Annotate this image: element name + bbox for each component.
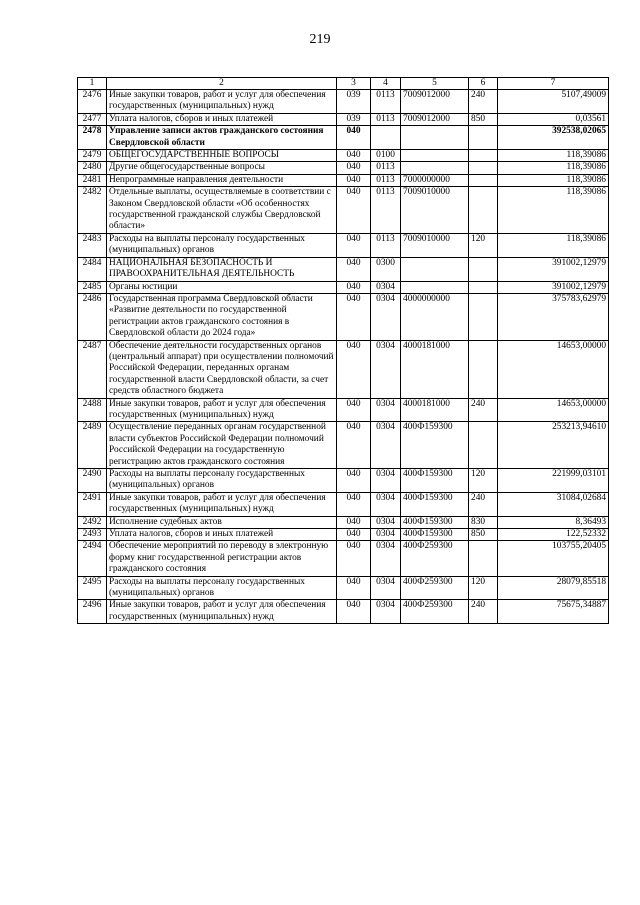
amount-cell: 14653,00000 xyxy=(498,340,609,398)
expense-type-code-cell: 240 xyxy=(469,398,498,422)
page-number: 219 xyxy=(309,32,331,47)
amount-cell: 392538,02065 xyxy=(498,126,609,150)
table-row xyxy=(78,576,609,600)
target-article-code-cell: 4000181000 xyxy=(401,398,469,422)
header-row xyxy=(78,78,609,90)
target-article-code-cell: 400Ф259300 xyxy=(401,600,469,624)
expense-name-cell: ОБЩЕГОСУДАРСТВЕННЫЕ ВОПРОСЫ xyxy=(107,150,337,162)
table-row xyxy=(78,281,609,293)
table-row xyxy=(78,150,609,162)
row-number-cell: 2476 xyxy=(78,90,107,114)
amount-cell: 8,36493 xyxy=(498,516,609,528)
section-code-cell: 0113 xyxy=(371,187,401,234)
section-code-cell: 0304 xyxy=(371,281,401,293)
section-code-cell: 0113 xyxy=(371,174,401,186)
row-number-cell: 2477 xyxy=(78,113,107,125)
target-article-code-cell xyxy=(401,150,469,162)
table-row xyxy=(78,516,609,528)
ministry-code-cell: 040 xyxy=(337,529,371,541)
section-code-cell: 0304 xyxy=(371,422,401,469)
ministry-code-cell: 040 xyxy=(337,398,371,422)
expense-name-cell: Непрограммные направления деятельности xyxy=(107,174,337,186)
row-number-cell: 2484 xyxy=(78,257,107,281)
table-body xyxy=(78,90,609,624)
target-article-code-cell: 400Ф159300 xyxy=(401,492,469,516)
amount-cell: 14653,00000 xyxy=(498,398,609,422)
table-row xyxy=(78,90,609,114)
section-code-cell: 0304 xyxy=(371,516,401,528)
expense-type-code-cell: 240 xyxy=(469,492,498,516)
expense-type-code-cell xyxy=(469,150,498,162)
expense-name-cell: Уплата налогов, сборов и иных платежей xyxy=(107,113,337,125)
section-code-cell: 0300 xyxy=(371,257,401,281)
header-col-4: 4 xyxy=(371,78,401,90)
target-article-code-cell: 400Ф159300 xyxy=(401,422,469,469)
section-code-cell: 0304 xyxy=(371,469,401,493)
amount-cell: 118,39086 xyxy=(498,233,609,257)
target-article-code-cell: 4000181000 xyxy=(401,340,469,398)
amount-cell: 118,39086 xyxy=(498,162,609,174)
ministry-code-cell: 040 xyxy=(337,162,371,174)
row-number-cell: 2485 xyxy=(78,281,107,293)
table-row xyxy=(78,126,609,150)
target-article-code-cell: 7009012000 xyxy=(401,113,469,125)
target-article-code-cell: 400Ф159300 xyxy=(401,529,469,541)
target-article-code-cell: 7000000000 xyxy=(401,174,469,186)
amount-cell: 375783,62979 xyxy=(498,293,609,340)
row-number-cell: 2487 xyxy=(78,340,107,398)
amount-cell: 221999,03101 xyxy=(498,469,609,493)
row-number-cell: 2486 xyxy=(78,293,107,340)
table-row xyxy=(78,469,609,493)
section-code-cell: 0304 xyxy=(371,529,401,541)
target-article-code-cell: 400Ф259300 xyxy=(401,576,469,600)
expense-name-cell: Расходы на выплаты персоналу государственных (муниципальных) органов xyxy=(107,233,337,257)
expense-type-code-cell: 120 xyxy=(469,233,498,257)
target-article-code-cell xyxy=(401,126,469,150)
expense-type-code-cell xyxy=(469,293,498,340)
ministry-code-cell: 040 xyxy=(337,150,371,162)
expense-name-cell: Иные закупки товаров, работ и услуг для обеспечения государственных (муниципальных) нужд xyxy=(107,492,337,516)
expense-name-cell: Обеспечение деятельности государственных органов (центральный аппарат) при осуществлении полномочий Российской Федерации, переданных органам государственной власти Свердловской области, за счет средств областного бюджета xyxy=(107,340,337,398)
amount-cell: 391002,12979 xyxy=(498,257,609,281)
target-article-code-cell: 4000000000 xyxy=(401,293,469,340)
target-article-code-cell: 7009012000 xyxy=(401,90,469,114)
target-article-code-cell xyxy=(401,281,469,293)
target-article-code-cell: 7009010000 xyxy=(401,233,469,257)
table-row xyxy=(78,541,609,576)
section-code-cell: 0113 xyxy=(371,113,401,125)
expense-type-code-cell xyxy=(469,340,498,398)
row-number-cell: 2496 xyxy=(78,600,107,624)
expense-type-code-cell xyxy=(469,422,498,469)
table-row xyxy=(78,492,609,516)
amount-cell: 118,39086 xyxy=(498,174,609,186)
amount-cell: 253213,94610 xyxy=(498,422,609,469)
row-number-cell: 2482 xyxy=(78,187,107,234)
expense-type-code-cell: 240 xyxy=(469,90,498,114)
expense-type-code-cell xyxy=(469,126,498,150)
expense-name-cell: Осуществление переданных органам государственной власти субъектов Российской Федерации полномочий Российской Федерации на государственную регистрацию актов гражданского состояния xyxy=(107,422,337,469)
row-number-cell: 2481 xyxy=(78,174,107,186)
expense-type-code-cell xyxy=(469,162,498,174)
row-number-cell: 2489 xyxy=(78,422,107,469)
expense-name-cell: Уплата налогов, сборов и иных платежей xyxy=(107,529,337,541)
table-row xyxy=(78,187,609,234)
header-col-3: 3 xyxy=(337,78,371,90)
header-col-2: 2 xyxy=(107,78,337,90)
section-code-cell: 0113 xyxy=(371,233,401,257)
expense-name-cell: Иные закупки товаров, работ и услуг для обеспечения государственных (муниципальных) нужд xyxy=(107,600,337,624)
section-code-cell: 0304 xyxy=(371,576,401,600)
section-code-cell xyxy=(371,126,401,150)
ministry-code-cell: 040 xyxy=(337,469,371,493)
expense-type-code-cell xyxy=(469,174,498,186)
target-article-code-cell: 400Ф159300 xyxy=(401,469,469,493)
expense-name-cell: Исполнение судебных актов xyxy=(107,516,337,528)
expense-type-code-cell xyxy=(469,281,498,293)
ministry-code-cell: 040 xyxy=(337,492,371,516)
row-number-cell: 2495 xyxy=(78,576,107,600)
ministry-code-cell: 040 xyxy=(337,257,371,281)
ministry-code-cell: 040 xyxy=(337,600,371,624)
expense-name-cell: Обеспечение мероприятий по переводу в электронную форму книг государственной регистрации актов гражданского состояния xyxy=(107,541,337,576)
table-row xyxy=(78,422,609,469)
expense-name-cell: Иные закупки товаров, работ и услуг для обеспечения государственных (муниципальных) нужд xyxy=(107,398,337,422)
row-number-cell: 2488 xyxy=(78,398,107,422)
expense-name-cell: Отдельные выплаты, осуществляемые в соответствии с Законом Свердловской области «Об особенностях государственной гражданской службы Свердловской области» xyxy=(107,187,337,234)
table-row xyxy=(78,293,609,340)
budget-table xyxy=(77,77,609,624)
expense-type-code-cell xyxy=(469,187,498,234)
header-col-6: 6 xyxy=(469,78,498,90)
ministry-code-cell: 040 xyxy=(337,516,371,528)
expense-name-cell: Государственная программа Свердловской области «Развитие деятельности по государственной регистрации актов гражданского состояния в Свердловской области до 2024 года» xyxy=(107,293,337,340)
row-number-cell: 2492 xyxy=(78,516,107,528)
expense-name-cell: Иные закупки товаров, работ и услуг для обеспечения государственных (муниципальных) нужд xyxy=(107,90,337,114)
section-code-cell: 0100 xyxy=(371,150,401,162)
table-row xyxy=(78,257,609,281)
ministry-code-cell: 040 xyxy=(337,293,371,340)
table-row xyxy=(78,162,609,174)
target-article-code-cell: 7009010000 xyxy=(401,187,469,234)
header-col-7: 7 xyxy=(498,78,609,90)
expense-type-code-cell: 830 xyxy=(469,516,498,528)
amount-cell: 118,39086 xyxy=(498,150,609,162)
expense-type-code-cell xyxy=(469,257,498,281)
table-row xyxy=(78,529,609,541)
ministry-code-cell: 040 xyxy=(337,126,371,150)
section-code-cell: 0113 xyxy=(371,162,401,174)
section-code-cell: 0304 xyxy=(371,600,401,624)
table-row xyxy=(78,113,609,125)
expense-type-code-cell: 120 xyxy=(469,469,498,493)
expense-type-code-cell: 850 xyxy=(469,529,498,541)
row-number-cell: 2478 xyxy=(78,126,107,150)
amount-cell: 75675,34887 xyxy=(498,600,609,624)
header-col-1: 1 xyxy=(78,78,107,90)
amount-cell: 31084,02684 xyxy=(498,492,609,516)
header-col-5: 5 xyxy=(401,78,469,90)
target-article-code-cell: 400Ф259300 xyxy=(401,541,469,576)
section-code-cell: 0304 xyxy=(371,492,401,516)
ministry-code-cell: 040 xyxy=(337,576,371,600)
expense-type-code-cell: 240 xyxy=(469,600,498,624)
amount-cell: 118,39086 xyxy=(498,187,609,234)
expense-type-code-cell xyxy=(469,541,498,576)
section-code-cell: 0113 xyxy=(371,90,401,114)
section-code-cell: 0304 xyxy=(371,340,401,398)
amount-cell: 0,03561 xyxy=(498,113,609,125)
row-number-cell: 2483 xyxy=(78,233,107,257)
row-number-cell: 2491 xyxy=(78,492,107,516)
table-row xyxy=(78,340,609,398)
amount-cell: 5107,49009 xyxy=(498,90,609,114)
table-row xyxy=(78,398,609,422)
table-row xyxy=(78,600,609,624)
row-number-cell: 2493 xyxy=(78,529,107,541)
target-article-code-cell xyxy=(401,257,469,281)
expense-type-code-cell: 850 xyxy=(469,113,498,125)
table-row xyxy=(78,174,609,186)
ministry-code-cell: 040 xyxy=(337,340,371,398)
section-code-cell: 0304 xyxy=(371,541,401,576)
target-article-code-cell xyxy=(401,162,469,174)
ministry-code-cell: 040 xyxy=(337,281,371,293)
ministry-code-cell: 040 xyxy=(337,187,371,234)
amount-cell: 28079,85518 xyxy=(498,576,609,600)
amount-cell: 103755,20405 xyxy=(498,541,609,576)
row-number-cell: 2479 xyxy=(78,150,107,162)
expense-name-cell: Управление записи актов гражданского состояния Свердловской области xyxy=(107,126,337,150)
expense-name-cell: Расходы на выплаты персоналу государственных (муниципальных) органов xyxy=(107,469,337,493)
ministry-code-cell: 040 xyxy=(337,422,371,469)
ministry-code-cell: 040 xyxy=(337,541,371,576)
ministry-code-cell: 040 xyxy=(337,233,371,257)
ministry-code-cell: 039 xyxy=(337,113,371,125)
expense-name-cell: Расходы на выплаты персоналу государственных (муниципальных) органов xyxy=(107,576,337,600)
amount-cell: 391002,12979 xyxy=(498,281,609,293)
row-number-cell: 2494 xyxy=(78,541,107,576)
ministry-code-cell: 040 xyxy=(337,174,371,186)
expense-type-code-cell: 120 xyxy=(469,576,498,600)
row-number-cell: 2490 xyxy=(78,469,107,493)
row-number-cell: 2480 xyxy=(78,162,107,174)
expense-name-cell: НАЦИОНАЛЬНАЯ БЕЗОПАСНОСТЬ И ПРАВООХРАНИТЕЛЬНАЯ ДЕЯТЕЛЬНОСТЬ xyxy=(107,257,337,281)
amount-cell: 122,52332 xyxy=(498,529,609,541)
table-row xyxy=(78,233,609,257)
section-code-cell: 0304 xyxy=(371,398,401,422)
expense-name-cell: Органы юстиции xyxy=(107,281,337,293)
section-code-cell: 0304 xyxy=(371,293,401,340)
target-article-code-cell: 400Ф159300 xyxy=(401,516,469,528)
ministry-code-cell: 039 xyxy=(337,90,371,114)
expense-name-cell: Другие общегосударственные вопросы xyxy=(107,162,337,174)
